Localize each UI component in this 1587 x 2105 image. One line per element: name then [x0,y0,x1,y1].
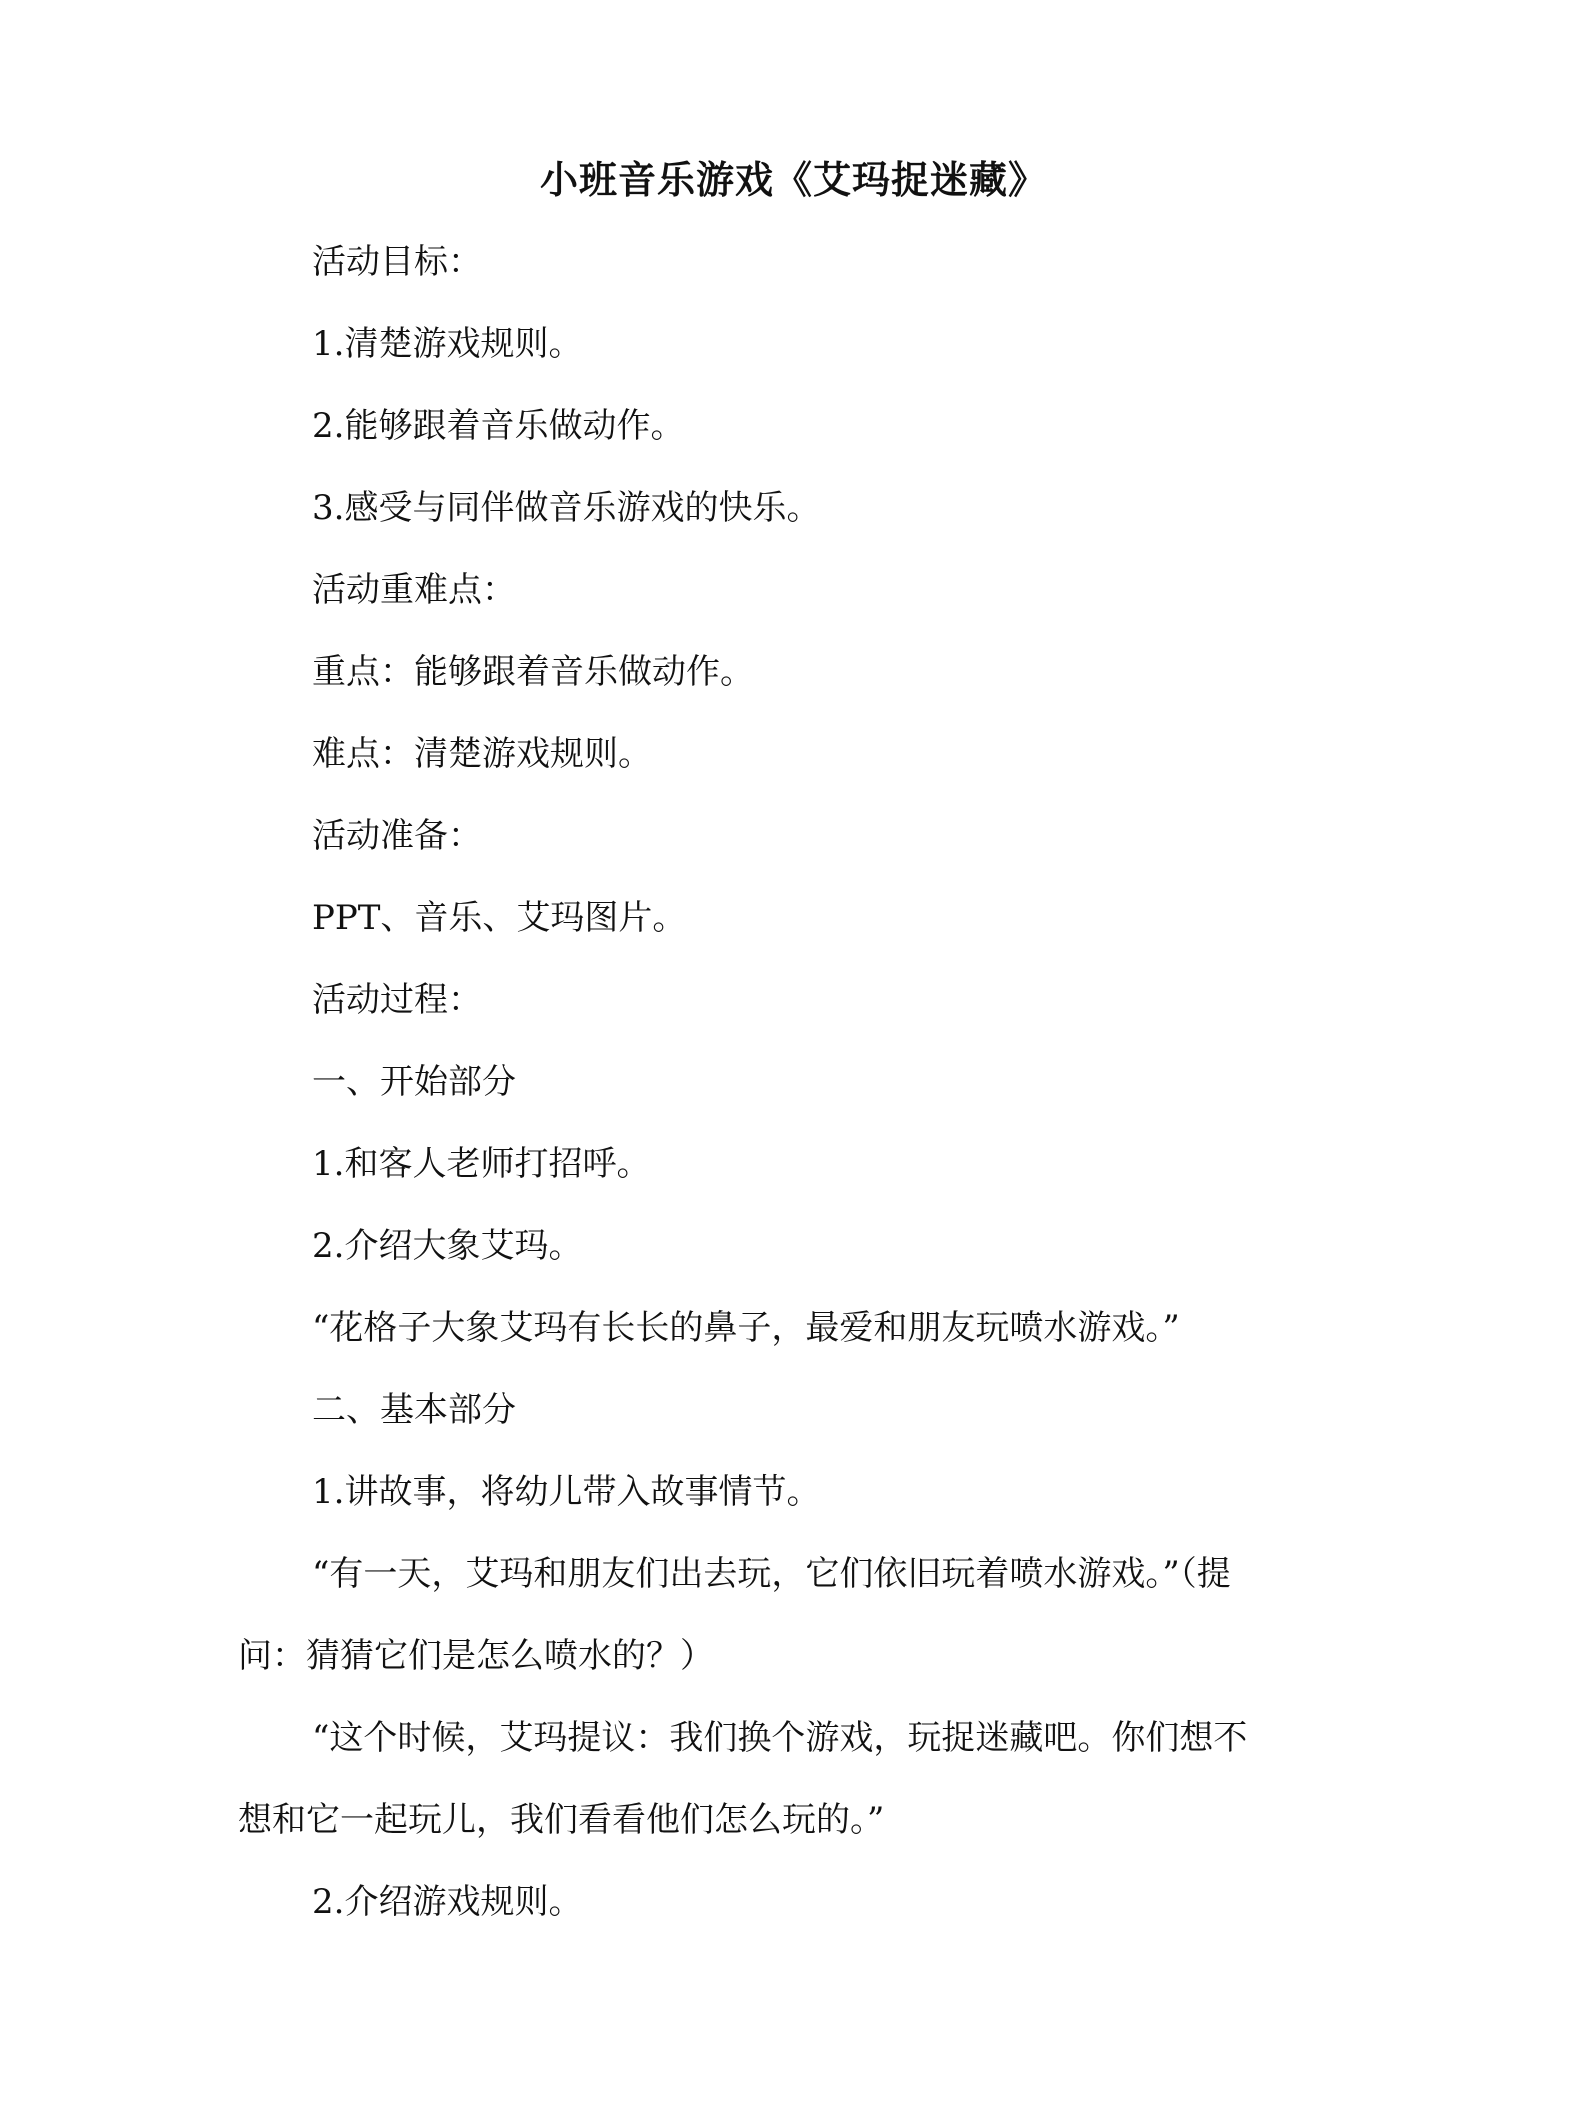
story-paragraph-2-line-2: 想和它一起玩儿，我们看看他们怎么玩的。” [238,1800,885,1840]
section-heading-process: 活动过程： [312,980,482,1020]
section-heading-preparation: 活动准备： [312,816,482,856]
basic-step-2: 2.介绍游戏规则。 [312,1882,583,1922]
goal-item-2: 2.能够跟着音乐做动作。 [312,406,685,446]
opening-step-2: 2.介绍大象艾玛。 [312,1226,583,1266]
document-title: 小班音乐游戏《艾玛捉迷藏》 [539,158,1047,202]
story-paragraph-1-line-1: “有一天，艾玛和朋友们出去玩，它们依旧玩着喷水游戏。”（提 [312,1554,1231,1594]
part-heading-opening: 一、开始部分 [312,1062,516,1102]
story-paragraph-2-line-1: “这个时候，艾玛提议：我们换个游戏，玩捉迷藏吧。你们想不 [312,1718,1248,1758]
goal-item-3: 3.感受与同伴做音乐游戏的快乐。 [312,488,821,528]
preparation-item: PPT、音乐、艾玛图片。 [312,898,687,938]
section-heading-key-points: 活动重难点： [312,570,516,610]
part-heading-basic: 二、基本部分 [312,1390,516,1430]
difficult-point: 难点：清楚游戏规则。 [312,734,652,774]
goal-item-1: 1.清楚游戏规则。 [312,324,583,364]
section-heading-goals: 活动目标： [312,242,482,282]
story-paragraph-1-line-2: 问：猜猜它们是怎么喷水的？） [238,1636,714,1676]
quote-paragraph: “花格子大象艾玛有长长的鼻子，最爱和朋友玩喷水游戏。” [312,1308,1180,1348]
key-point: 重点：能够跟着音乐做动作。 [312,652,754,692]
opening-step-1: 1.和客人老师打招呼。 [312,1144,651,1184]
basic-step-1: 1.讲故事，将幼儿带入故事情节。 [312,1472,821,1512]
